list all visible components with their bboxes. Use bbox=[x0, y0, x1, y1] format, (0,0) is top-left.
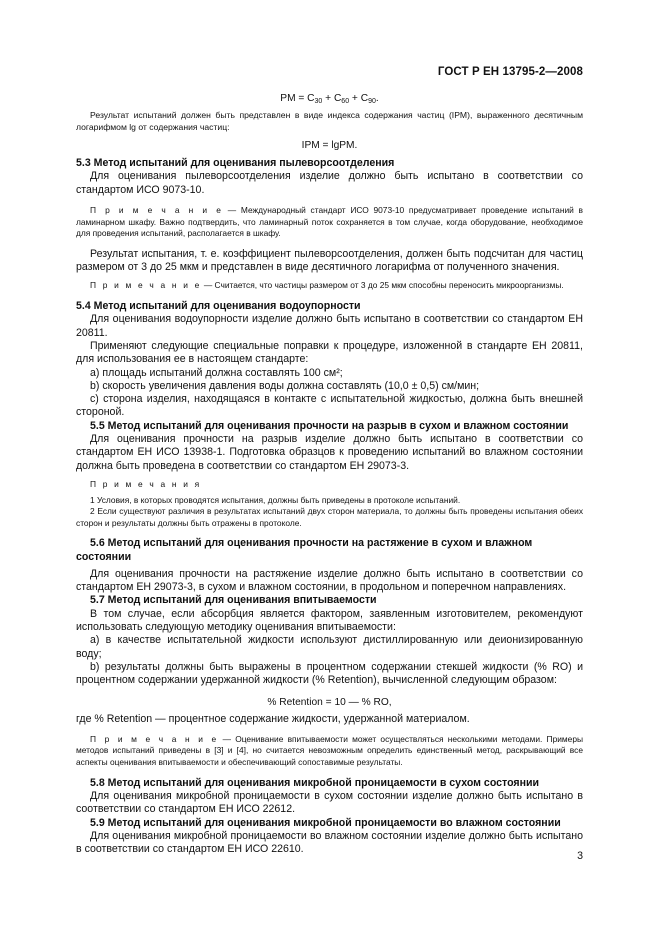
section-5-7-item-a: a) в качестве испытательной жидкости используют дистиллированную или деионизированную воду; bbox=[76, 634, 583, 660]
section-5-9-title: 5.9 Метод испытаний для оценивания микробной проницаемости во влажном состоянии bbox=[90, 816, 561, 829]
section-5-4-paragraph-2: Применяют следующие специальные поправки к процедуре, изложенной в стандарте ЕН 20811, для использования ее в настоящем стандарте: bbox=[76, 339, 583, 366]
note-label: П р и м е ч а н и е bbox=[90, 280, 202, 291]
section-5-6-title: 5.6 Метод испытаний для оценивания прочности на растяжение в сухом и влажном состоянии bbox=[76, 537, 533, 563]
section-5-3-note-1 bbox=[76, 205, 583, 240]
section-5-8-paragraph-1: Для оценивания микробной проницаемости в сухом состоянии изделие должно быть испытано в соответствии со стандартом ЕН ИСО 22612. bbox=[76, 789, 583, 816]
page-body bbox=[76, 92, 583, 856]
section-5-3-title: 5.3 Метод испытаний для оценивания пылеворсоотделения bbox=[76, 157, 395, 170]
section-5-7-title: 5.7 Метод испытаний для оценивания впитываемости bbox=[90, 594, 377, 607]
note-label: П р и м е ч а н и е bbox=[90, 733, 219, 744]
section-5-4-title: 5.4 Метод испытаний для оценивания водоупорности bbox=[76, 300, 361, 313]
note-label: П р и м е ч а н и е bbox=[90, 205, 224, 216]
section-5-3-paragraph-1: Для оценивания пылеворсоотделения изделие должно быть испытано в соответствии со стандартом ИСО 9073-10. bbox=[76, 170, 583, 196]
formula-ipm: IPM = lgPM. bbox=[301, 140, 358, 152]
section-5-4-item-a: a) площадь испытаний должна составлять 100 см²; bbox=[90, 366, 343, 379]
section-5-7-note bbox=[76, 734, 583, 769]
section-5-6-paragraph-1: Для оценивания прочности на растяжение изделие должно быть испытано в соответствии со стандартом ЕН 29073-3, в сухом и влажном состоянии, в продольном и поперечном направлениях. bbox=[76, 567, 583, 594]
formula-pm: PM = $C_{30} + C_{60} + C_{90}$. bbox=[280, 93, 379, 105]
section-5-3-note-2 bbox=[76, 280, 583, 292]
section-5-7-where: где % Retention — процентное содержание жидкости, удержанной материалом. bbox=[76, 712, 470, 725]
standard-code-header: ГОСТ Р ЕН 13795-2—2008 bbox=[437, 66, 583, 78]
section-5-4-paragraph-1: Для оценивания водоупорности изделие должно быть испытано в соответствии со стандартом ЕН 20811. bbox=[76, 313, 583, 339]
paragraph-ipm: Результат испытаний должен быть представлен в виде индекса содержания частиц (IPM), выраженного десятичным логарифмом lg от содержания частиц: bbox=[76, 110, 583, 132]
section-5-5-notes-label: П р и м е ч а н и я bbox=[90, 478, 202, 489]
note-text: — Международный стандарт ИСО 9073-10 предусматривает проведение испытаний в ламинарном шкафу. Важно подтвердить, что ламинарный поток сохраняется в том случае, когда оборудование, необходимое для проведения испытаний, располагается в шкафу. bbox=[76, 205, 583, 239]
section-5-3-paragraph-2: Результат испытания, т. е. коэффициент пылеворсоотделения, должен быть подсчитан для частиц размером от 3 до 25 мкм и представлен в виде десятичного логарифма от полученного значения. bbox=[76, 247, 583, 274]
section-5-9-paragraph-1: Для оценивания микробной проницаемости во влажном состоянии изделие должно быть испытано в соответствии со стандартом ЕН ИСО 22610. bbox=[76, 829, 583, 856]
section-5-8-title: 5.8 Метод испытаний для оценивания микробной проницаемости в сухом состоянии bbox=[90, 776, 540, 789]
section-5-7-item-b: b) результаты должны быть выражены в процентном содержании стекшей жидкости (% RO) и процентном содержании удержанной жидкости (% Retention), вычисленной следующим образом: bbox=[76, 660, 583, 687]
section-5-5-paragraph-1: Для оценивания прочности на разрыв изделие должно быть испытано в соответствии со стандартом ЕН ИСО 13938-1. Подготовка образцов к проведению испытаний во влажном состоянии должна быть проведена в соответствии со стандартом ЕН 29073-3. bbox=[76, 433, 583, 472]
section-5-4-item-b: b) скорость увеличения давления воды должна составлять (10,0 ± 0,5) см/мин; bbox=[90, 379, 480, 392]
section-5-4-item-c: c) сторона изделия, находящаяся в контакте с испытательной жидкостью, должна быть внешней стороной. bbox=[76, 393, 583, 419]
section-5-7-paragraph-1: В том случае, если абсорбция является фактором, заявленным изготовителем, рекомендуют использовать следующую методику оценивания впитываемости: bbox=[76, 607, 583, 634]
formula-retention: % Retention = 10 — % RO, bbox=[267, 696, 392, 708]
section-5-5-title: 5.5 Метод испытаний для оценивания прочности на разрыв в сухом и влажном состоянии bbox=[90, 419, 569, 432]
section-5-5-note-2: 2 Если существуют различия в результатах испытаний двух сторон материала, то должны быть проведены испытания обеих сторон и результаты должны быть отражены в протоколе. bbox=[76, 506, 583, 528]
section-5-5-note-1: 1 Условия, в которых проводятся испытания, должны быть приведены в протоколе испытаний. bbox=[90, 494, 461, 505]
page-number: 3 bbox=[577, 850, 583, 862]
note-text: — Оценивание впитываемости может осуществляться несколькими методами. Примеры методов испытаний приведены в [3] и [4], но считается невозможным определить единственный метод, раскрывающий все аспекты оценивания впитываемости и обеспечивающий сопоставимые результаты. bbox=[76, 733, 583, 768]
note-text: — Считается, что частицы размером от 3 до 25 мкм способны переносить микроорганизмы. bbox=[201, 280, 564, 291]
